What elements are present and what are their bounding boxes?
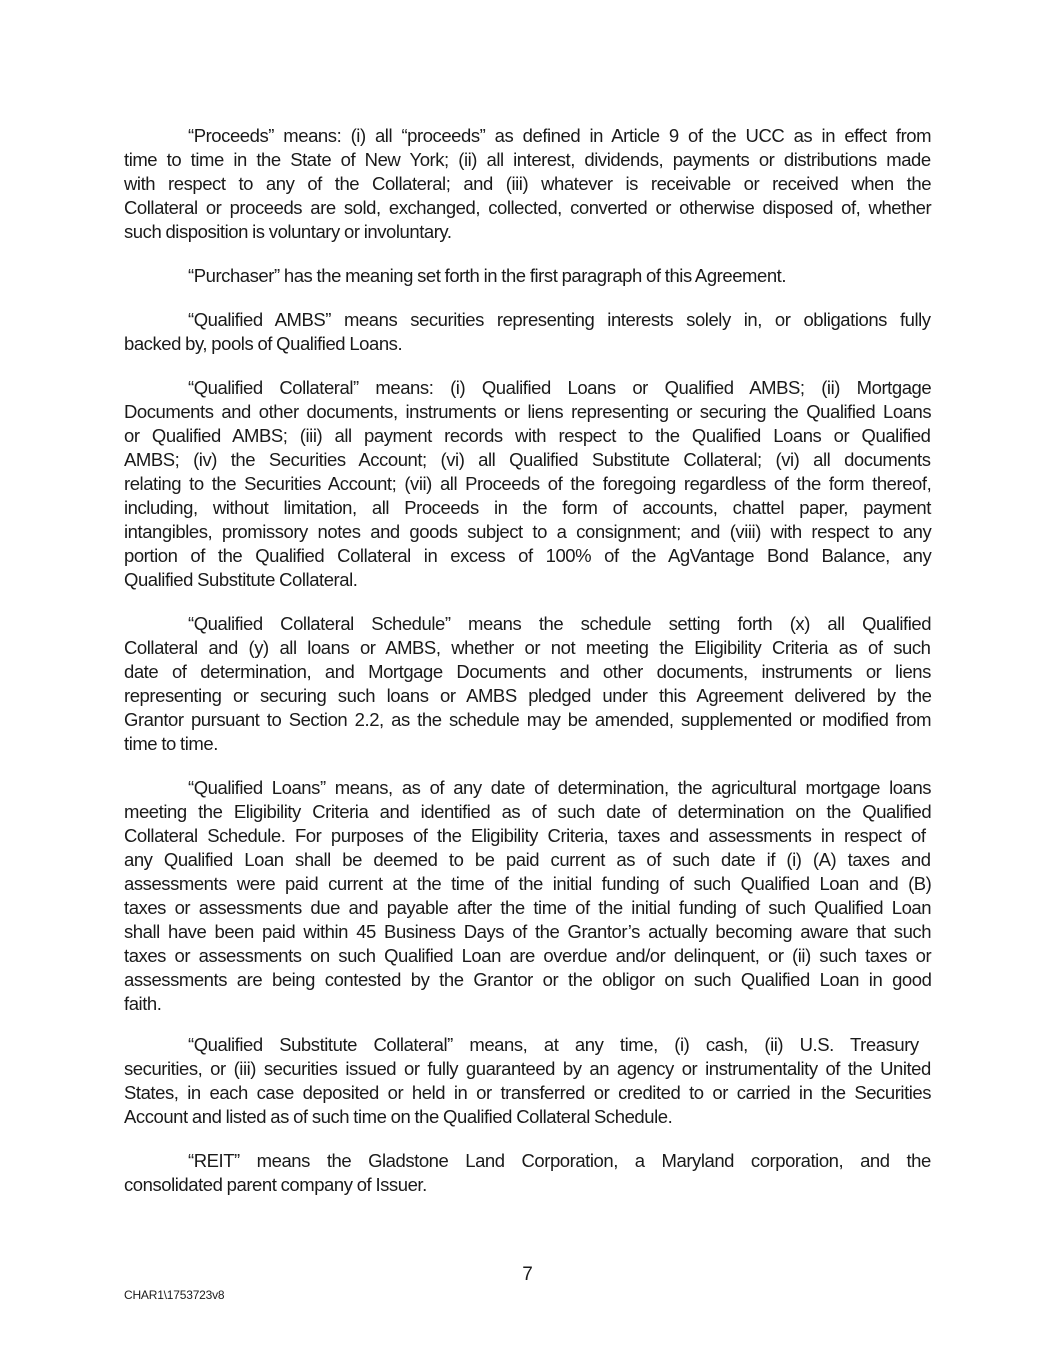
text-line: date of determination, and Mortgage Documents and other documents, instruments or liens (124, 661, 931, 682)
text-line: assessments were paid current at the time of the initial funding of such Qualified Loan and (B) (124, 873, 932, 894)
text-line: consolidated parent company of Issuer. (124, 1174, 427, 1195)
text-line: or Qualified AMBS; (iii) all payment records with respect to the Qualified Loans or Qualified (124, 425, 931, 446)
definition-qualified-collateral (124, 376, 931, 592)
text-line: Collateral Schedule. For purposes of the Eligibility Criteria, taxes and assessments in respect of (124, 825, 926, 846)
text-line: Qualified Substitute Collateral. (124, 569, 358, 590)
text-line: relating to the Securities Account; (vii) all Proceeds of the foregoing regardless of the form thereof, (124, 473, 932, 494)
text-line: with respect to any of the Collateral; and (iii) whatever is receivable or received when the (124, 173, 932, 194)
text-line: AMBS; (iv) the Securities Account; (vi) all Qualified Substitute Collateral; (vi) all documents (124, 449, 931, 470)
page-number: 7 (522, 1264, 533, 1285)
text-line: “Qualified AMBS” means securities representing interests solely in, or obligations fully (188, 309, 931, 330)
text-line: “Qualified Collateral Schedule” means the schedule setting forth (x) all Qualified (188, 613, 932, 634)
text-line: including, without limitation, all Proceeds in the form of accounts, chattel paper, payment (124, 497, 931, 518)
text-line: Collateral and (y) all loans or AMBS, whether or not meeting the Eligibility Criteria as of such (124, 637, 931, 658)
text-line: Grantor pursuant to Section 2.2, as the schedule may be amended, supplemented or modified from (124, 709, 932, 730)
definition-purchaser (124, 264, 931, 288)
definition-reit (124, 1149, 931, 1197)
text-line: “REIT” means the Gladstone Land Corporation, a Maryland corporation, and the (188, 1150, 931, 1171)
text-line: Account and listed as of such time on the Qualified Collateral Schedule. (124, 1106, 673, 1127)
definition-qualified-collateral-schedule (124, 612, 931, 756)
text-line: Collateral or proceeds are sold, exchanged, collected, converted or otherwise disposed of, whether (124, 197, 932, 218)
text-line: taxes or assessments on such Qualified Loan are overdue and/or delinquent, or (ii) such taxes or (124, 945, 932, 966)
text-line: Documents and other documents, instruments or liens representing or securing the Qualified Loans (124, 401, 932, 422)
text-line: backed by, pools of Qualified Loans. (124, 333, 403, 354)
text-line: meeting the Eligibility Criteria and identified as of such date of determination on the Qualified (124, 801, 932, 822)
document-id: CHAR1\1753723v8 (124, 1288, 225, 1302)
text-line: “Proceeds” means: (i) all “proceeds” as defined in Article 9 of the UCC as in effect from (188, 125, 932, 146)
definition-qualified-loans (124, 776, 931, 1016)
definition-proceeds (124, 124, 931, 244)
text-line: States, in each case deposited or held in or transferred or credited to or carried in the Securities (124, 1082, 932, 1103)
text-line: taxes or assessments due and payable after the time of the initial funding of such Qualified Loan (124, 897, 932, 918)
text-line: time to time. (124, 733, 218, 754)
text-line: “Qualified Collateral” means: (i) Qualified Loans or Qualified AMBS; (ii) Mortgage (188, 377, 932, 398)
definition-qualified-ambs (124, 308, 931, 356)
text-line: securities, or (iii) securities issued or fully guaranteed by an agency or instrumentality of the United (124, 1058, 931, 1079)
text-line: “Qualified Loans” means, as of any date of determination, the agricultural mortgage loans (188, 777, 932, 798)
text-line: time to time in the State of New York; (ii) all interest, dividends, payments or distributions made (124, 149, 931, 170)
text-line: such disposition is voluntary or involuntary. (124, 221, 452, 242)
text-line: shall have been paid within 45 Business Days of the Grantor’s actually becoming aware that such (124, 921, 932, 942)
text-line: “Purchaser” has the meaning set forth in the first paragraph of this Agreement. (188, 265, 787, 286)
text-line: “Qualified Substitute Collateral” means, at any time, (i) cash, (ii) U.S. Treasury (188, 1034, 919, 1055)
text-line: assessments are being contested by the Grantor or the obligor on such Qualified Loan in good (124, 969, 932, 990)
definition-qualified-substitute-collateral (124, 1033, 931, 1129)
text-line: representing or securing such loans or AMBS pledged under this Agreement delivered by the (124, 685, 932, 706)
text-line: portion of the Qualified Collateral in excess of 100% of the AgVantage Bond Balance, any (124, 545, 932, 566)
text-line: any Qualified Loan shall be deemed to be paid current as of such date if (i) (A) taxes and (124, 849, 931, 870)
text-line: intangibles, promissory notes and goods subject to a consignment; and (viii) with respect to any (124, 521, 932, 542)
text-line: faith. (124, 993, 162, 1014)
